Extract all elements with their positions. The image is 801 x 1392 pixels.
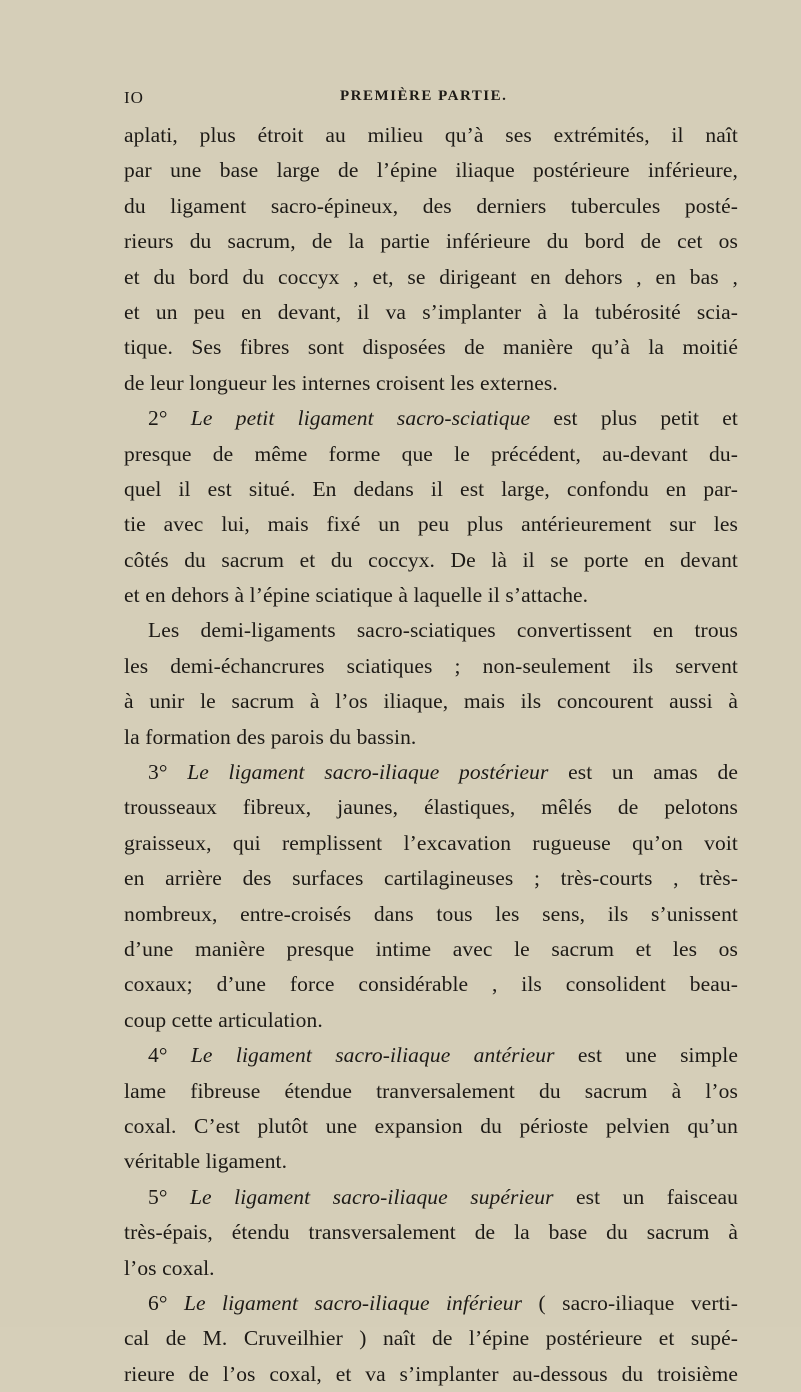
text-line — [124, 897, 738, 932]
text-segment: du ligament sacro-épineux, des derniers tubercules posté- — [124, 193, 738, 218]
text-segment: la formation des parois du bassin. — [124, 724, 417, 749]
text-segment: de leur longueur les internes croisent les externes. — [124, 370, 558, 395]
text-segment: ( sacro-iliaque verti- — [522, 1290, 738, 1315]
text-line — [124, 507, 738, 542]
italic-heading: Le ligament sacro-iliaque supérieur — [190, 1184, 554, 1209]
italic-heading: Le ligament sacro-iliaque antérieur — [190, 1043, 555, 1068]
text-segment: et un peu en devant, il va s’implanter à la tubérosité scia- — [124, 299, 738, 324]
text-segment: et du bord du coccyx , et, se dirigeant en dehors , en bas , — [124, 264, 738, 289]
text-segment: et en dehors à l’épine sciatique à laquelle il s’attache. — [124, 583, 589, 608]
page-number: IO — [124, 88, 144, 107]
text-segment: coxaux; d’une force considérable , ils consolident beau- — [124, 972, 738, 997]
text-segment: l’os coxal. — [124, 1255, 215, 1280]
text-segment: est une simple — [554, 1043, 738, 1068]
text-segment: coup cette articulation. — [124, 1007, 323, 1032]
page-header — [0, 88, 801, 112]
italic-heading: Le ligament sacro-iliaque postérieur — [187, 760, 549, 785]
text-line — [124, 932, 738, 967]
running-title: PREMIÈRE PARTIE. — [340, 88, 508, 104]
text-line — [124, 1215, 738, 1250]
text-segment: 3° — [148, 760, 188, 785]
text-segment: tique. Ses fibres sont disposées de manière qu’à la moitié — [124, 335, 738, 360]
text-segment: 6° — [148, 1290, 184, 1315]
text-line — [124, 1074, 738, 1109]
text-segment: d’une manière presque intime avec le sacrum et les os — [124, 936, 738, 961]
text-segment: aplati, plus étroit au milieu qu’à ses extrémités, il naît — [124, 123, 738, 147]
italic-heading: Le ligament sacro-iliaque inférieur — [183, 1290, 523, 1315]
text-segment: rieurs du sacrum, de la partie inférieure du bord de cet os — [124, 229, 738, 254]
text-line — [124, 1109, 738, 1144]
text-line — [124, 472, 738, 507]
text-segment: est plus petit et — [530, 406, 738, 431]
text-line — [124, 1003, 738, 1038]
text-line — [124, 613, 738, 648]
text-segment: par une base large de l’épine iliaque postérieure inférieure, — [124, 158, 738, 183]
text-line — [124, 967, 738, 1002]
text-segment: est un amas de — [548, 760, 738, 785]
text-segment: 4° — [148, 1043, 191, 1068]
text-line — [124, 1251, 738, 1286]
text-line — [124, 1144, 738, 1179]
text-segment: graisseux, qui remplissent l’excavation rugueuse qu’on voit — [124, 830, 738, 855]
text-segment: 2° — [148, 406, 191, 431]
text-segment: coxal. C’est plutôt une expansion du périoste pelvien qu’un — [124, 1113, 738, 1138]
text-segment: quel il est situé. En dedans il est large, confondu en par- — [124, 476, 738, 501]
text-segment: nombreux, entre-croisés dans tous les sens, ils s’unissent — [124, 901, 738, 926]
text-line — [124, 826, 738, 861]
text-line — [124, 755, 738, 790]
text-line — [124, 1286, 738, 1321]
text-line — [124, 366, 738, 401]
text-line — [124, 1038, 738, 1073]
text-segment: lame fibreuse étendue tranversalement du sacrum à l’os — [124, 1078, 738, 1103]
text-segment: cal de M. Cruveilhier ) naît de l’épine postérieure et supé- — [124, 1326, 738, 1351]
text-segment: en arrière des surfaces cartilagineuses ; très-courts , très- — [124, 866, 738, 891]
text-segment: presque de même forme que le précédent, au-devant du- — [124, 441, 738, 466]
text-segment: Les demi-ligaments sacro-sciatiques convertissent en trous — [148, 618, 738, 643]
text-line — [124, 401, 738, 436]
body-text — [124, 118, 738, 1392]
text-line — [124, 649, 738, 684]
text-line — [124, 1180, 738, 1215]
text-line — [124, 224, 738, 259]
text-segment: côtés du sacrum et du coccyx. De là il se porte en devant — [124, 547, 738, 572]
text-line — [124, 118, 738, 153]
text-line — [124, 790, 738, 825]
text-line — [124, 543, 738, 578]
text-segment: les demi-échancrures sciatiques ; non-seulement ils servent — [124, 653, 738, 678]
text-segment: trousseaux fibreux, jaunes, élastiques, mêlés de pelotons — [124, 795, 738, 820]
text-line — [124, 295, 738, 330]
text-line — [124, 684, 738, 719]
text-segment: à unir le sacrum à l’os iliaque, mais ils concourent aussi à — [124, 689, 738, 714]
text-segment: véritable ligament. — [124, 1149, 288, 1174]
text-segment: tie avec lui, mais fixé un peu plus antérieurement sur les — [124, 512, 738, 537]
text-segment: est un faisceau — [553, 1184, 738, 1209]
text-line — [124, 153, 738, 188]
text-line — [124, 189, 738, 224]
text-line — [124, 578, 738, 613]
text-line — [124, 861, 738, 896]
text-line — [124, 1357, 738, 1392]
text-line — [124, 330, 738, 365]
text-line — [124, 260, 738, 295]
italic-heading: Le petit ligament sacro-sciatique — [190, 406, 531, 431]
text-line — [124, 720, 738, 755]
text-segment: 5° — [148, 1184, 190, 1209]
text-segment: très-épais, étendu transversalement de la base du sacrum à — [124, 1220, 738, 1245]
text-line — [124, 437, 738, 472]
text-segment: rieure de l’os coxal, et va s’implanter au-dessous du troisième — [124, 1361, 738, 1386]
